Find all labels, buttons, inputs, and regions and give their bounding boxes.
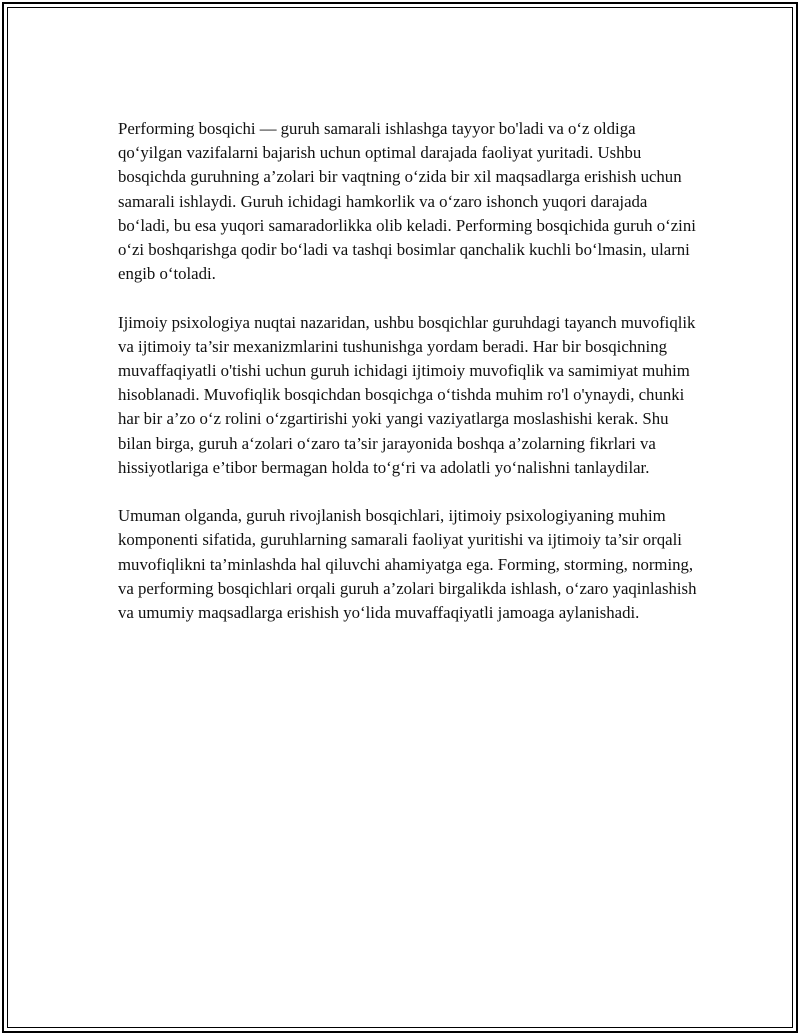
document-body <box>118 117 698 649</box>
paragraph-performing: Performing bosqichi — guruh samarali ishlashga tayyor bo'ladi va o‘z oldiga qo‘yilgan vazifalarni bajarish uchun optimal darajada faoliyat yuritadi. Ushbu bosqichda guruhning a’zolari bir vaqtning o‘zida bir xil maqsadlarga erishish uchun samarali ishlaydi. Guruh ichidagi hamkorlik va o‘zaro ishonch yuqori darajada bo‘ladi, bu esa yuqori samaradorlikka olib keladi. Performing bosqichida guruh o‘zini o‘zi boshqarishga qodir bo‘ladi va tashqi bosimlar qanchalik kuchli bo‘lmasin, ularni engib o‘toladi. <box>118 119 696 284</box>
paragraph-social-psychology: Ijimoiy psixologiya nuqtai nazaridan, ushbu bosqichlar guruhdagi tayanch muvofiqlik va ijtimoiy ta’sir mexanizmlarini tushunishga yordam beradi. Har bir bosqichning muvaffaqiyatli o'tishi uchun guruh ichidagi ijtimoiy muvofiqlik va samimiyat muhim hisoblanadi. Muvofiqlik bosqichdan bosqichga o‘tishda muhim ro'l o'ynaydi, chunki har bir a’zo o‘z rolini o‘zgartirishi yoki yangi vaziyatlarga moslashishi kerak. Shu bilan birga, guruh a‘zolari o‘zaro ta’sir jarayonida boshqa a’zolarning fikrlari va hissiyotlariga e’tibor bermagan holda to‘g‘ri va adolatli yo‘nalishni tanlaydilar. <box>118 312 696 477</box>
paragraph-conclusion: Umuman olganda, guruh rivojlanish bosqichlari, ijtimoiy psixologiyaning muhim komponenti sifatida, guruhlarning samarali faoliyat yuritishi va ijtimoiy ta’sir orqali muvofiqlikni ta’minlashda hal qiluvchi ahamiyatga ega. Forming, storming, norming, va performing bosqichlari orqali guruh a’zolari birgalikda ishlash, o‘zaro yaqinlashish va umumiy maqsadlarga erishish yo‘lida muvaffaqiyatli jamoaga aylanishadi. <box>118 506 697 623</box>
